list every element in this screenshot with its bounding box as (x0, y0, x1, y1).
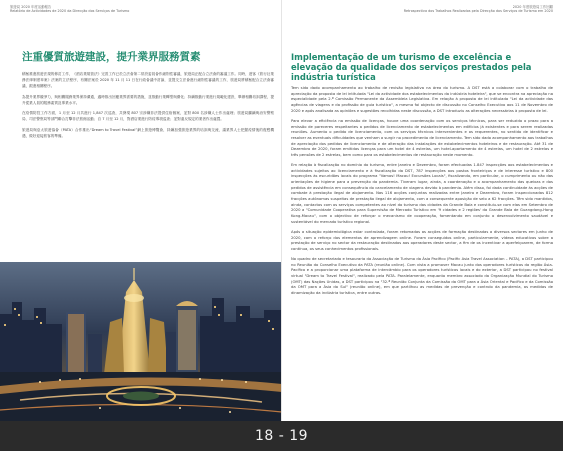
city-skyline-illustration (0, 262, 282, 421)
paragraph: Em relação à fiscalização no domínio do turismo, entre Janeiro e Dezembro, foram efectuadas 1.847 inspecções aos estabelecimentos e actividades sujeitos ao licenciamento e à fiscalização da DST, 787 inspecções aos postos fronteiriços e de interesse turístico e 800 inspecções às escuridões locais do programa "Vamos! Macau! Excursões Locais", fiscalizando, em particular, o cumprimento ou não das orientações de higiene para a prevenção da pandemia. Tiveram lugar, ainda, a coordenação e o acompanhamento das queixas e dos pedidos de assistência em consequência do cancelamento de viagens devido à pandemia. Além disso, foi dada continuidade às acções de combate à prestação ilegal de alojamento. Nas 116 acções conjuntas realizadas entre Janeiro e Dezembro, foram inspeccionadas 812 fracções autónomas suspeitas de prestação ilegal de alojamento, com a consequente aposição de selo a 62 fracções. Têm sido mantidos, ainda, contactos com os serviços competentes ao nível do turismo das cidades da Grande Baía e constituiu-se com elas em Setembro de 2020 a "Comunidade Cooperativa para Supervisão de Mercado Turístico em '9 cidades e 2 regiões' da Grande Baía de Guangdong-Hong Kong-Macau", com o objectivo de reforçar o mecanismo de cooperação, fomentando em conjunto o desenvolvimento saudável e sustentável do mercado turístico regional. (291, 163, 553, 224)
paragraph: Após a situação epidemiológica estar controlada, foram retomadas as acções de formação destinadas a diversos sectores em Junho de 2020, com o reforço dos elementos de aprendizagem online. Foram conseguidos online, particularmente, vídeos educativos sobre a prestação de serviço no sector da restauração destinados aos operadores deste sector, a fim de os incentivar a aperfeiçoarem, de forma contínua, os seus conhecimentos profissionais. (291, 229, 553, 251)
right-page (282, 0, 563, 421)
running-header-right (404, 5, 553, 13)
body-text-portuguese (291, 86, 553, 301)
running-header-left-line2: Relatório de Actividades de 2020 da Direcção dos Serviços de Turismo (10, 9, 130, 14)
page-number-bar (0, 421, 563, 451)
left-page (0, 0, 282, 421)
paragraph: No quadro de secretariado e tesouraria da Associação de Turismo da Ásia Pacífico (Pacific Asia Travel Association – PATA), a DST participou no Reunião do Conselho Executivo da PATA (reunião online). Com vista a promover Macau junto dos operadores turísticos da região Ásia-Pacífico e a proporcionar uma plataforma de intercâmbio para os operadores turísticos locais e do exterior, a DST participou no festival virtual "Dream to Travel Festival", realizado pela PATA. Paralelamente, enquanto membro associado da Organização Mundial do Turismo (OMT) das Nações Unidas, a DST participou na "32.ª Reunião Conjunta da Comissão da OMT para a Ásia Oriental e Pacífico e da Comissão da OMT para a Ásia do Sul" (reunião online), em que partilhou as medidas de prevenção e controlo da pandemia, as medidas de dinamização da indústria turística, entre outras. (291, 257, 553, 296)
running-header-right-line1: 2020 年度旅遊局工作回顧 (512, 5, 553, 9)
page-numbers: 18 - 19 (254, 428, 309, 444)
running-header-left (10, 5, 129, 13)
city-night-photo (0, 262, 282, 421)
section-title-chinese: 注重優質旅遊建設，提升業界服務質素 (22, 51, 201, 63)
paragraph: 為提升業界競爭力，與相關服務業界保持溝通，適時推出回應業界需要的措施，並推動行業轉型與優化；持續推動行業進行規範化建設，舉辦相關培訓課程，提升從業人員的服務素質及專業水平。 (22, 94, 274, 105)
running-header-left-line1: 旅遊局 2020 年度活動報告 (10, 5, 52, 9)
body-text-chinese (22, 71, 274, 143)
paragraph: Tem sido dado acompanhamento ao trabalho de revisão legislativa na área do turismo. A DST está a colaborar com o trabalho de apreciação da proposta de lei intitulada "Lei da actividade dos estabelecimentos da indústria hoteleira", que se encontra na apreciação na especialidade pela 2.ª Comissão Permanente da Assembleia Legislativa. Em relação à proposta de lei intitulada "Lei da actividade das agências de viagens e da profissão de guia turístico", a mesma foi objecto de discussão no Conselho Executivo aos 11 de Novembro de 2020 e após analisada as opiniões e sugestões recolhidas neste discussão, a DST introduziu as alterações necessárias à proposta de lei. (291, 86, 553, 113)
paragraph: Para elevar a eficiência na emissão de licenças, houve uma coordenação com os serviços técnicos, para ser reduzido o prazo para a emissão de pareceres respeitantes a pedidos de licenciamento de estabelecimentos em edifícios já existentes e para serem realizadas reuniões. Aumento o pedido de licenciamento, com os serviços técnicos intervenientes e os requerentes, no sentido de identificar e resolver as eventuais dificuldades que venham a surgir no procedimento de licenciamento. Tem sido dado acompanhamento aos trabalhos de apreciação dos pedidos de licenciamento e de alteração das instalações de estabelecimentos hoteleiros e de restauração. Até 31 de Dezembro de 2020, foram emitidas licenças para um hotel de 4 estrelas, um hotel-apartamento de 4 estrelas, um hotel de 2 estrelas e três pensões de 2 estrelas, bem como para os estabelecimentos de restauração neste momento. (291, 118, 553, 157)
paragraph: 旅遊局與亞太旅遊協會（PATA）合作推出“Dream to Travel Festival”網上旅遊博覽會，持續加強旅遊業界的培訓與交流，讓業界人士把握疫情後的復甦機遇，做好迎接旅客的準備。 (22, 127, 274, 138)
section-title-portuguese: Implementação de um turismo de excelência e elevação da qualidade dos serviços prestados pela indústria turística (291, 52, 532, 82)
paragraph: 積極推進旅遊法規的修訂工作，《酒店業規管法》完善工作已於立法會第二常設委員會作細則性審議，旅遊局正配合立法會的審議工作。同時，遊客《旅行社業務法律制度草案》法案的立法程序，有關法案於 2020 年 11 月 11 日在行政會議中討論，並提交立法會進行細則性審議的工作，旅遊局將積極配合立法會審議，跟進相關程序。 (22, 72, 274, 88)
running-header-right-line2: Retrospectiva dos Trabalhos Realizados pela Direcção dos Serviços de Turismo em 2020 (403, 9, 553, 14)
paragraph: 在疫情防控工作方面，1 月至 12 月共進行 1,847 次巡查，共發現 807 宗涉嫌非法提供住宿個案，並對 800 名涉嫌人士作出處理；旅遊局繼續與治安警察局、司法警察局等部門聯合打擊非法旅館活動；自 7 月至 12 月，對酒店業進行防疫專項巡查；並對違反規定的業者作出處罰。 (22, 111, 274, 121)
